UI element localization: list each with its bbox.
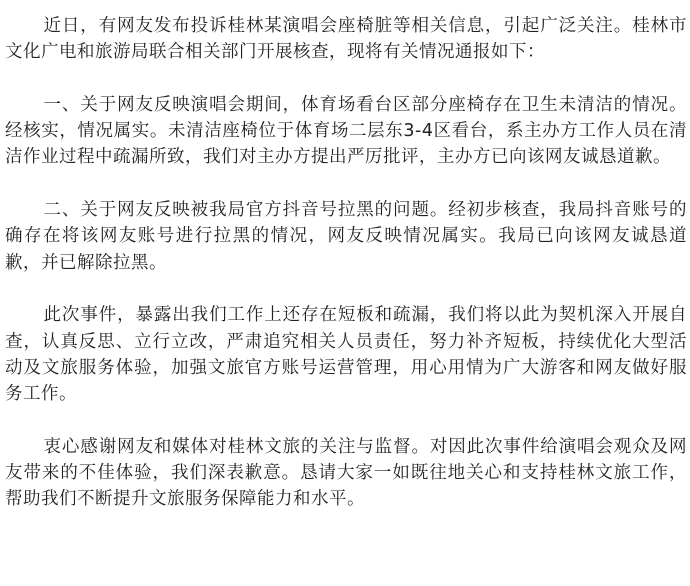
announcement-body [5, 13, 687, 539]
paragraph-reflection: 此次事件，暴露出我们工作上还存在短板和疏漏，我们将以此为契机深入开展自查，认真反思、立行立改，严肃追究相关人员责任，努力补齐短板，持续优化大型活动及文旅服务体验，加强文旅官方账号运营管理，用心用情为广大游客和网友做好服务工作。 [5, 305, 687, 405]
paragraph-item-douyin-block: 二、关于网友反映被我局官方抖音号拉黑的问题。经初步核查，我局抖音账号的确存在将该网友账号进行拉黑的情况，网友反映情况属实。我局已向该网友诚恳道歉，并已解除拉黑。 [5, 200, 687, 273]
paragraph-thanks: 衷心感谢网友和媒体对桂林文旅的关注与监督。对因此次事件给演唱会观众及网友带来的不佳体验，我们深表歉意。恳请大家一如既往地关心和支持桂林文旅工作，帮助我们不断提升文旅服务保障能力和水平。 [5, 436, 687, 510]
paragraph-intro: 近日，有网友发布投诉桂林某演唱会座椅脏等相关信息，引起广泛关注。桂林市文化广电和旅游局联合相关部门开展核查，现将有关情况通报如下： [5, 16, 687, 63]
paragraph-item-seats: 一、关于网友反映演唱会期间，体育场看台区部分座椅存在卫生未清洁的情况。经核实，情况属实。未清洁座椅位于体育场二层东3-4区看台，系主办方工作人员在清洁作业过程中疏漏所致，我们对主办方提出严厉批评，主办方已向该网友诚恳道歉。 [5, 94, 687, 168]
